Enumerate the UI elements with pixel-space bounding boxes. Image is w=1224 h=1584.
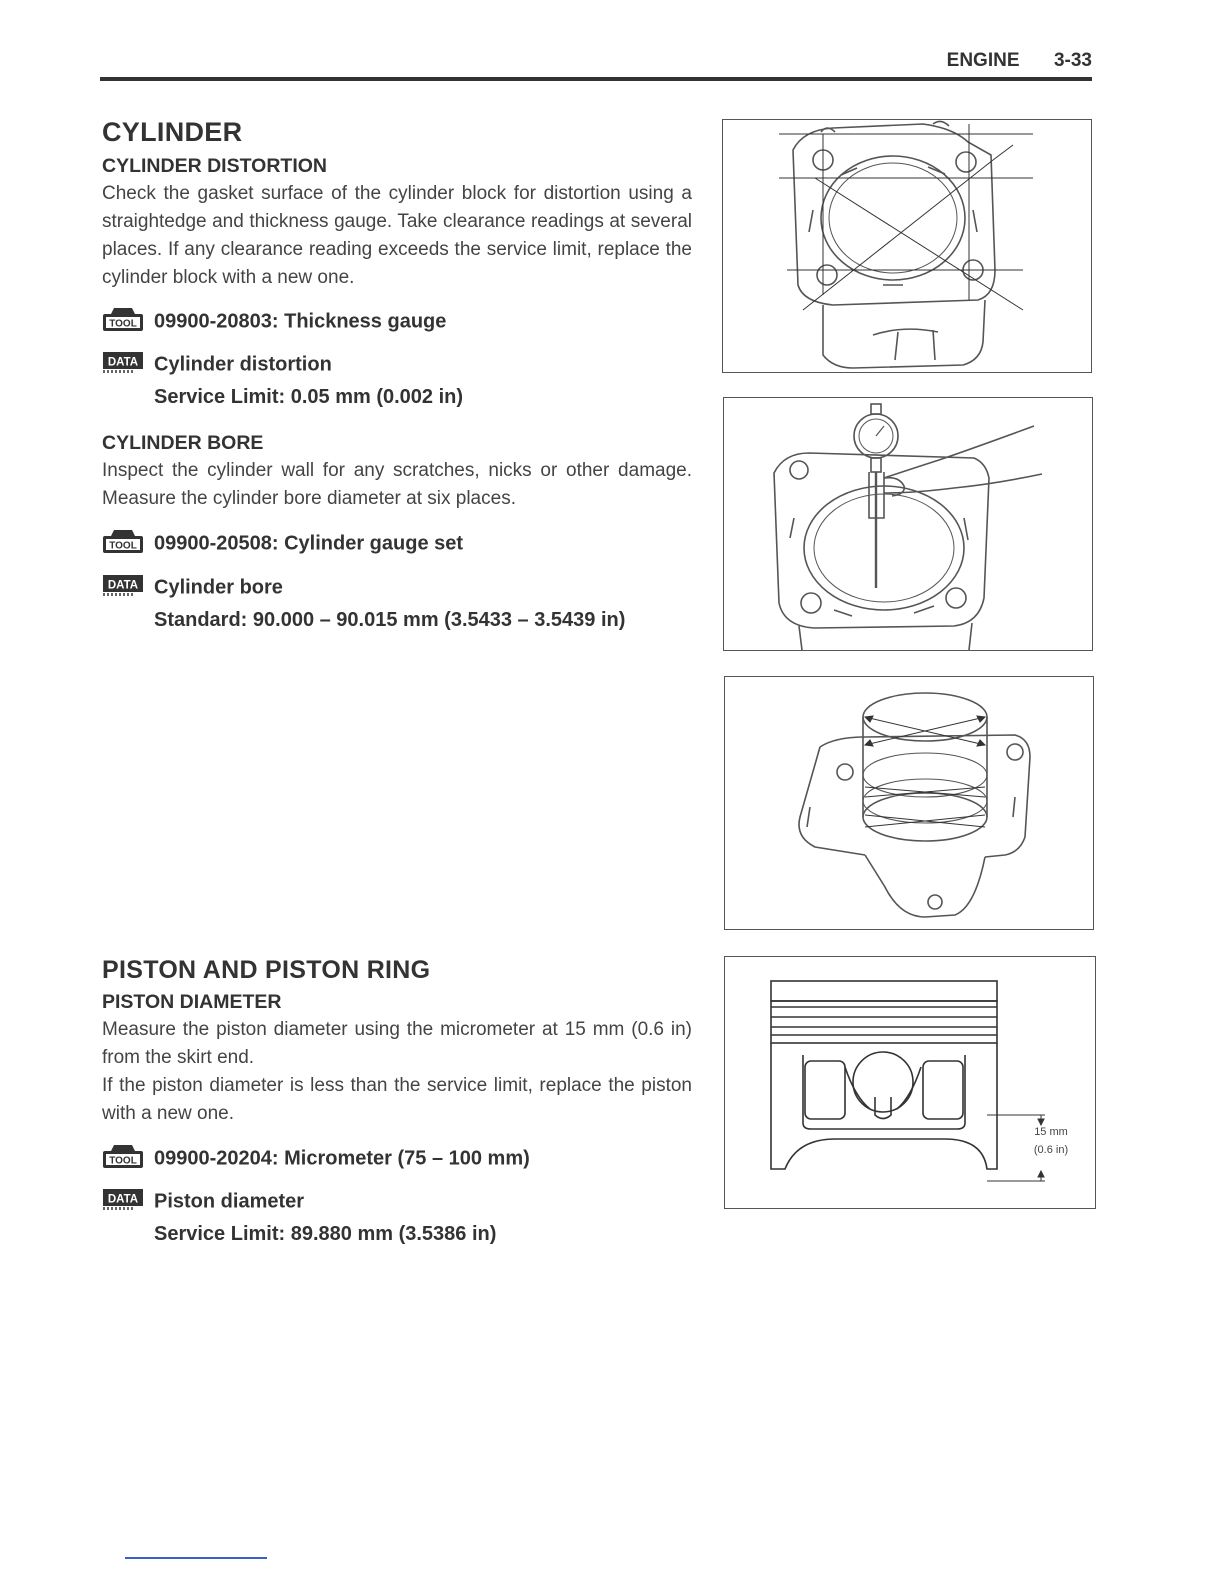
distortion-tool-text: 09900-20803: Thickness gauge xyxy=(154,310,447,333)
distortion-data-title: Cylinder distortion xyxy=(154,353,332,376)
piston-illustration xyxy=(725,957,1095,1208)
piston-diameter-body-1: Measure the piston diameter using the micrometer at 15 mm (0.6 in) from the skirt end. xyxy=(102,1019,692,1068)
header-rule xyxy=(100,77,1092,81)
piston-tool-text: 09900-20204: Micrometer (75 – 100 mm) xyxy=(154,1147,530,1170)
bore-data-block xyxy=(102,573,625,632)
piston-dim-in: (0.6 in) xyxy=(1033,1144,1069,1156)
figure-cylinder-gauge xyxy=(723,397,1093,651)
svg-text:TOOL: TOOL xyxy=(109,318,137,330)
piston-data-block xyxy=(102,1187,496,1246)
data-icon xyxy=(102,1187,144,1217)
piston-data-value: Service Limit: 89.880 mm (3.5386 in) xyxy=(154,1223,497,1245)
svg-text:DATA: DATA xyxy=(107,356,139,369)
page-number: 3-33 xyxy=(1053,50,1092,71)
cylinder-gauge-illustration xyxy=(724,398,1092,650)
piston-dim-mm: 15 mm xyxy=(1034,1126,1068,1138)
svg-text:TOOL: TOOL xyxy=(109,1155,137,1167)
cylinder-distortion-heading: CYLINDER DISTORTION xyxy=(102,155,327,177)
data-icon xyxy=(102,573,144,603)
bore-data-title: Cylinder bore xyxy=(154,576,283,599)
figure-piston-diameter xyxy=(724,956,1096,1209)
data-icon xyxy=(102,350,144,380)
distortion-data-block xyxy=(102,350,463,409)
cylinder-bore-illustration xyxy=(725,677,1093,929)
tool-icon xyxy=(102,1143,144,1175)
svg-text:DATA: DATA xyxy=(107,579,139,592)
piston-diameter-heading: PISTON DIAMETER xyxy=(102,991,282,1013)
figure-cylinder-distortion xyxy=(722,119,1092,373)
distortion-data-value: Service Limit: 0.05 mm (0.002 in) xyxy=(154,386,464,408)
cylinder-bore-heading: CYLINDER BORE xyxy=(102,432,264,454)
svg-text:TOOL: TOOL xyxy=(109,540,137,552)
cylinder-title: CYLINDER xyxy=(102,117,243,147)
cylinder-distortion-body: Check the gasket surface of the cylinder block for distortion using a straightedge and thickness gauge. Take clearance readings at several places. If any clearance reading exceeds the service limit, replace the cylinder block with a new one. xyxy=(102,183,692,288)
tool-icon xyxy=(102,306,144,338)
piston-title: PISTON AND PISTON RING xyxy=(102,956,431,984)
bore-data-value: Standard: 90.000 – 90.015 mm (3.5433 – 3.5439 in) xyxy=(154,609,626,631)
header-section: ENGINE xyxy=(946,50,1020,71)
bore-tool-line xyxy=(102,528,463,560)
piston-data-title: Piston diameter xyxy=(154,1190,305,1213)
piston-tool-line xyxy=(102,1143,530,1175)
cylinder-bore-body: Inspect the cylinder wall for any scratches, nicks or other damage. Measure the cylinder bore diameter at six places. xyxy=(102,460,692,509)
figure-cylinder-bore-measure xyxy=(724,676,1094,930)
tool-icon xyxy=(102,528,144,560)
page-header xyxy=(100,50,1092,74)
svg-text:DATA: DATA xyxy=(107,1193,139,1206)
bore-tool-text: 09900-20508: Cylinder gauge set xyxy=(154,532,464,555)
footer-link-line xyxy=(125,1557,267,1559)
piston-diameter-body-2: If the piston diameter is less than the service limit, replace the piston with a new one. xyxy=(102,1075,692,1124)
distortion-tool-line xyxy=(102,306,446,338)
cylinder-top-illustration xyxy=(723,120,1091,372)
